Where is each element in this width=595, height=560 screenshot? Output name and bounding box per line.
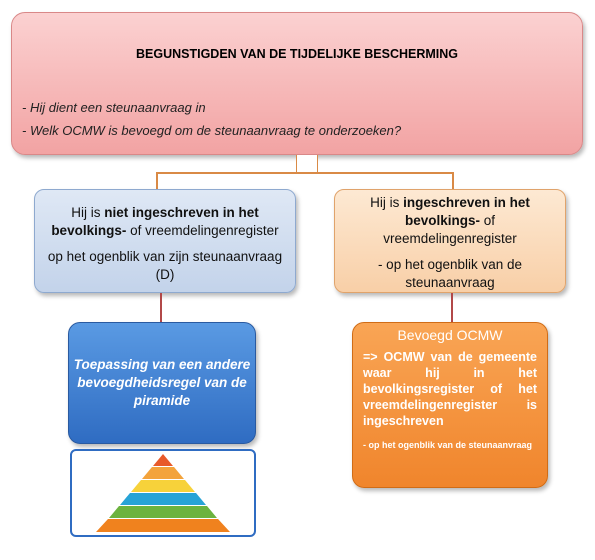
- question-1: - Hij dient een steunaanvraag in: [22, 100, 206, 115]
- right-bold-2: bevolkings-: [404, 213, 480, 228]
- pyramid-graphic: [72, 451, 254, 535]
- connector-left-drop: [156, 172, 158, 189]
- right-box: [334, 189, 566, 293]
- connector-junction: [296, 155, 318, 173]
- top-box-title: BEGUNSTIGDEN VAN DE TIJDELIJKE BESCHERMING: [135, 47, 459, 61]
- blue-box: [68, 322, 256, 444]
- pyramid-thumbnail: [70, 449, 256, 537]
- orange-sub-text: - op het ogenblik van de steunaanvraag: [363, 440, 533, 450]
- orange-main-text: => OCMW van de gemeente waar hij in het bevolkingsregister of het vreemdelingenregister is ingeschreven: [363, 350, 537, 428]
- blue-line-2: bevoegdheidsregel van de: [77, 375, 247, 390]
- pyramid-layer-2: [142, 467, 184, 479]
- pyramid-layer-5: [109, 506, 217, 518]
- pyramid-layer-6: [96, 519, 230, 532]
- pyramid-layer-3: [131, 480, 195, 492]
- right-text: Hij is: [370, 195, 404, 210]
- left-line-4: (D): [155, 267, 175, 282]
- left-text: Hij is: [71, 205, 105, 220]
- orange-box: [352, 322, 548, 488]
- blue-line-3: piramide: [133, 393, 191, 408]
- left-bold-2: bevolkings-: [51, 223, 127, 238]
- left-line-3: op het ogenblik van zijn steunaanvraag: [47, 249, 283, 264]
- blue-line-1: Toepassing van een andere: [73, 357, 251, 372]
- right-bold: ingeschreven in het: [403, 195, 530, 210]
- left-vertical-line: [160, 293, 162, 322]
- right-line-3: vreemdelingenregister: [383, 231, 517, 246]
- connector-horizontal: [156, 172, 453, 174]
- right-line-4: - op het ogenblik van de: [377, 257, 523, 272]
- connector-right-drop: [452, 172, 454, 189]
- left-text-2: of vreemdelingenregister: [126, 223, 279, 238]
- orange-title: Bevoegd OCMW: [397, 327, 503, 343]
- right-vertical-line: [451, 293, 453, 322]
- right-text-2: of: [480, 213, 496, 228]
- right-line-5: steunaanvraag: [405, 275, 495, 290]
- pyramid-layer-1: [153, 454, 173, 466]
- question-2: - Welk OCMW is bevoegd om de steunaanvraag te onderzoeken?: [22, 123, 402, 138]
- top-box: [11, 12, 583, 155]
- left-bold: niet ingeschreven in het: [104, 205, 259, 220]
- pyramid-layer-4: [120, 493, 206, 505]
- left-box: [34, 189, 296, 293]
